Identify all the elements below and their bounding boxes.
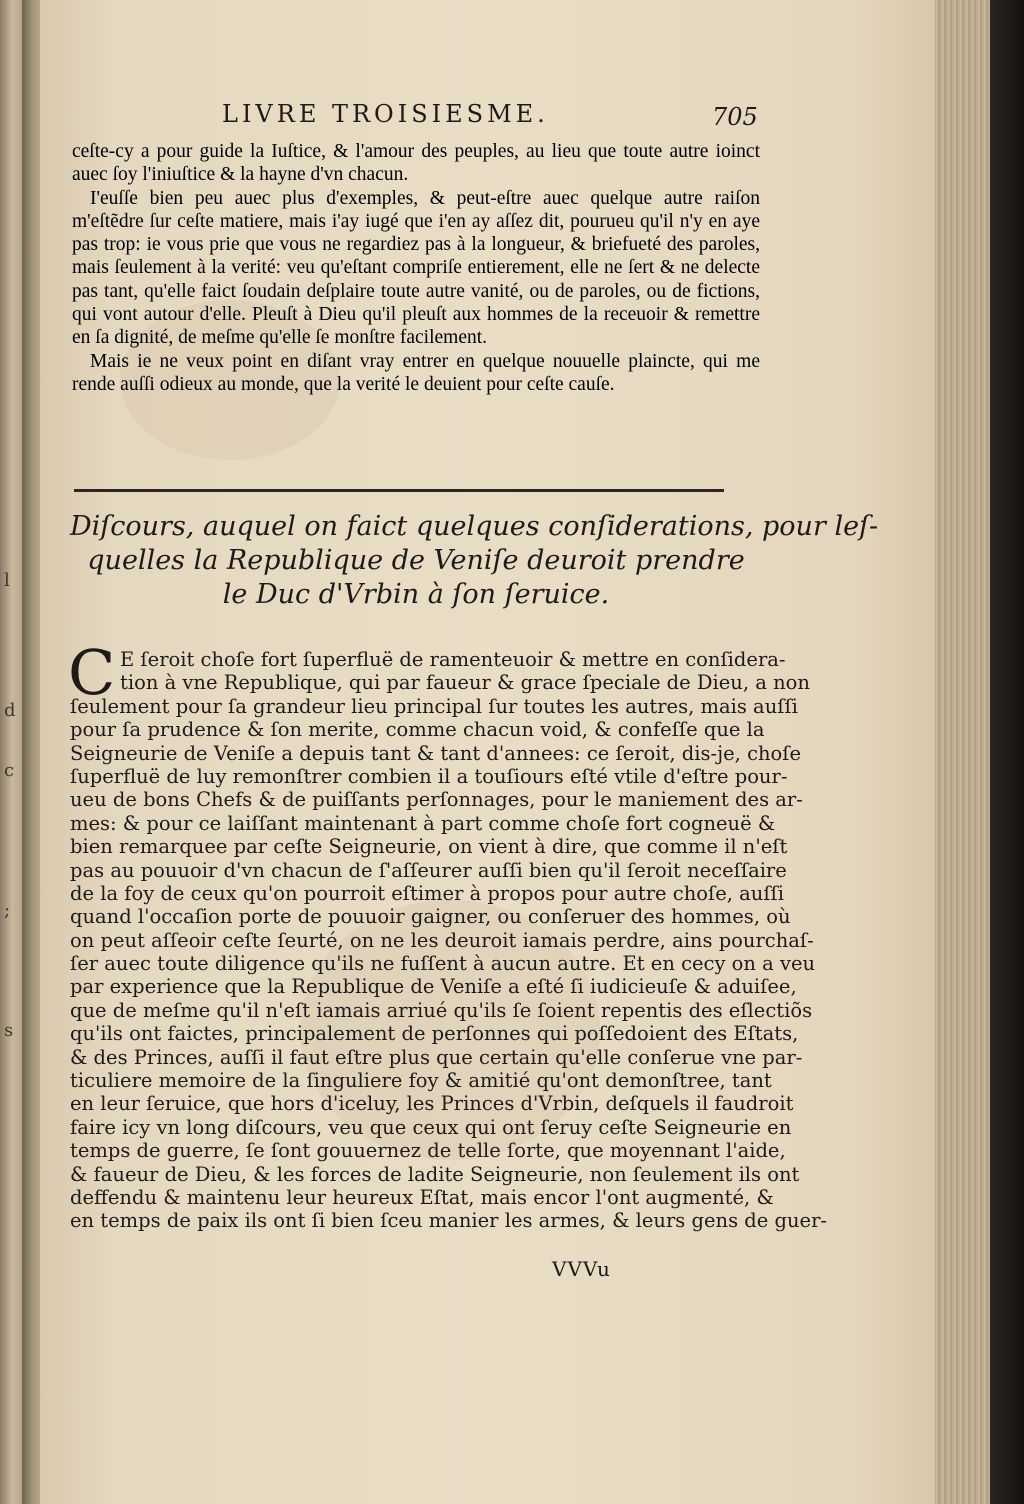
text-line: & faueur de Dieu, & les forces de ladite Seigneurie, non ſeulement ils ont <box>70 1162 800 1186</box>
book-cover-edge <box>990 0 1024 1504</box>
text-line: bien remarquee par ceſte Seigneurie, on vient à dire, que comme il n'eſt <box>70 835 788 859</box>
previous-page-glyph-fragments: l d c ; s <box>4 570 16 1041</box>
text-line: & des Princes, auſſi il faut eſtre plus que certain qu'elle conſerue vne par- <box>70 1045 803 1069</box>
text-line: ticuliere memoire de la ſinguliere foy & amitié qu'ont demonſtree, tant <box>70 1069 772 1093</box>
text-line: deffendu & maintenu leur heureux Eſtat, mais encor l'ont augmenté, & <box>70 1185 774 1209</box>
section-divider-rule <box>74 489 724 492</box>
running-head: LIVRE TROISIESME. <box>222 100 549 128</box>
text-line: ſuperfluë de luy remonſtrer combien il a touſiours eſté vtile d'eſtre pour- <box>70 764 788 788</box>
chapter-body <box>70 648 827 1233</box>
text-line: mes: & pour ce laiſſant maintenant à part comme choſe fort cogneuë & <box>70 811 776 835</box>
text-line: faire icy vn long diſcours, veu que ceux qui ont ſeruy ceſte Seigneurie en <box>70 1115 792 1139</box>
heading-line: Diſcours, auquel on faict quelques conſiderations, pour leſ- <box>70 511 879 542</box>
text-line: quand l'occaſion porte de pouuoir gaigner, ou conſeruer des hommes, où <box>70 905 791 929</box>
catchword: VVVu <box>552 1257 611 1281</box>
text-line: ſer auec toute diligence qu'ils ne fuſſent à aucun autre. Et en cecy on a veu <box>70 952 816 976</box>
text-line: tion à vne Republique, qui par faueur & grace ſpeciale de Dieu, a non <box>120 671 810 695</box>
text-line: en temps de paix ils ont ſi bien ſceu manier les armes, & leurs gens de guer- <box>70 1209 827 1233</box>
text-line: pas au pouuoir d'vn chacun de ſ'aſſeurer auſſi bien qu'il ſeroit neceſſaire <box>70 858 787 882</box>
text-line: ſeulement pour ſa grandeur lieu principal ſur toutes les autres, mais auſſi <box>70 694 798 718</box>
text-line: en leur ſeruice, que hors d'iceluy, les Princes d'Vrbin, deſquels il faudroit <box>70 1092 794 1116</box>
page-number: 705 <box>712 103 758 131</box>
text-line: de la foy de ceux qu'on pourroit eſtimer à propos pour autre choſe, auſſi <box>70 881 785 905</box>
text-line: Seigneurie de Veniſe a depuis tant & tant d'annees: ce ſeroit, dis-je, choſe <box>70 741 802 765</box>
text-line: temps de guerre, ſe ſont gouuernez de telle ſorte, que moyennant l'aide, <box>70 1139 786 1163</box>
paragraph: Mais ie ne veux point en diſant vray entrer en quelque nouuelle plaincte, qui me rende auſſi odieux au monde, que la verité le deuient pour ceſte cauſe. <box>72 350 760 395</box>
chapter-heading <box>70 510 879 612</box>
drop-cap: C <box>68 636 116 709</box>
text-line: que de meſme qu'il n'eſt iamais arriué qu'ils ſe ſoient repentis des eſlectiõs <box>70 998 813 1022</box>
text-line: E ſeroit choſe fort ſuperfluë de ramenteuoir & mettre en conſidera- <box>120 648 786 671</box>
text-line: qu'ils ont faictes, principalement de perſonnes qui poſſedoient des Eſtats, <box>70 1022 799 1046</box>
text-line: ueu de bons Chefs & de puiſſants perſonnages, pour le maniement des ar- <box>70 788 803 812</box>
text-line: on peut aſſeoir ceſte ſeurté, on ne les deuroit iamais perdre, ains pourchaſ- <box>70 928 814 952</box>
page-stack-edges <box>935 0 990 1504</box>
text-line: pour ſa prudence & ſon merite, comme chacun void, & confeſſe que la <box>70 718 765 742</box>
text-line: par experience que la Republique de Veniſe a eſté ſi iudicieuſe & aduiſee, <box>70 975 797 999</box>
heading-line: le Duc d'Vrbin à ſon ſeruice. <box>222 579 610 610</box>
heading-line: quelles la Republique de Veniſe deuroit prendre <box>87 545 745 576</box>
paragraph: I'euſſe bien peu auec plus d'exemples, & peut-eſtre auec quelque autre raiſon m'eſtẽdre ſur ceſte matiere, mais i'ay iugé que i'en ay aſſez dit, pourueu qu'il n'y en aye pas trop: ie vous prie que vous ne regardiez pas à la longueur, & briefueté des paroles, mais ſeulement à la verité: veu qu'eſtant compriſe entierement, elle ne ſert & ne delecte pas tant, qu'elle faict ſoudain deſplaire toute autre vanité, ou de paroles, ou de fictions, qui vont autour d'elle. Pleuſt à Dieu qu'il pleuſt aux hommes de la receuoir & remettre en ſa dignité, de meſme qu'elle ſe monſtre facilement. <box>72 187 760 349</box>
previous-chapter-text <box>72 140 760 396</box>
paragraph: ceſte-cy a pour guide la Iuſtice, & l'amour des peuples, au lieu que toute autre ioinct auec ſoy l'iniuſtice & la hayne d'vn chacun. <box>72 141 760 186</box>
